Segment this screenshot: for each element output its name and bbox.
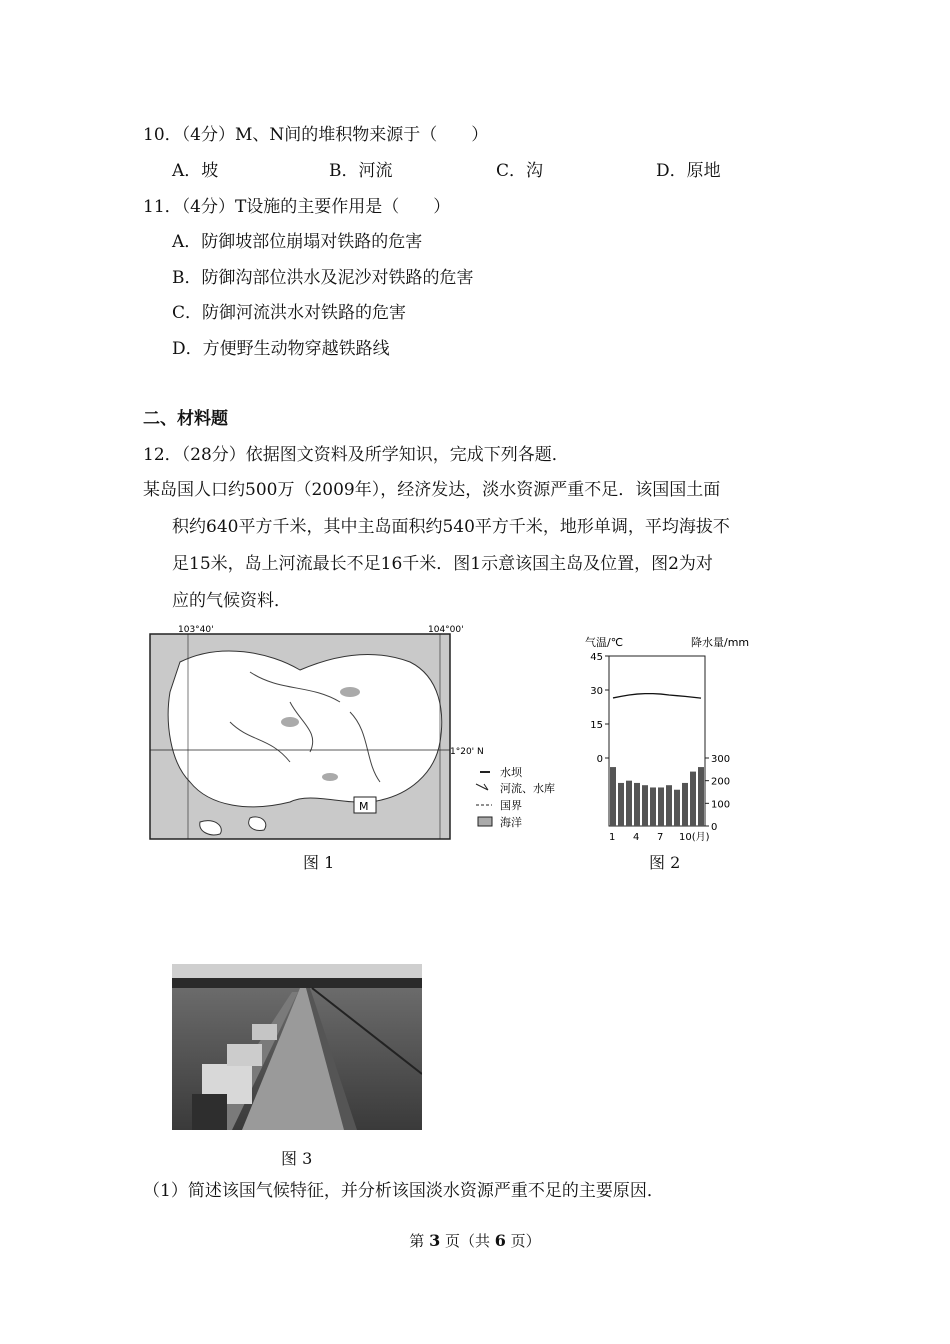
chart-right-label: 降水量/mm (691, 636, 750, 649)
page-footer: 第 3 页（共 6 页） (409, 1231, 541, 1250)
map-lat: 1°20' N (450, 747, 484, 757)
map-marker-m: M (359, 800, 369, 813)
page-total: 6 (494, 1231, 506, 1250)
x-tick-7: 7 (657, 832, 664, 843)
figure-1-map (140, 622, 580, 847)
q11-option-c: C．防御河流洪水对铁路的危害 (172, 303, 407, 323)
temp-tick-label: 15 (590, 720, 603, 731)
q10-option-b: B．河流 (329, 161, 393, 181)
q12-material-line-3: 足15米，岛上河流最长不足16千米．图1示意该国主岛及位置，图2为对 (172, 554, 713, 574)
chart-left-label: 气温/℃ (585, 636, 624, 649)
q11-option-b: B．防御沟部位洪水及泥沙对铁路的危害 (172, 268, 474, 288)
q10-option-c: C．沟 (496, 161, 544, 181)
precip-bar (626, 781, 632, 826)
precip-bar (698, 767, 704, 826)
legend-river: 河流、水库 (500, 782, 555, 795)
precip-tick-label: 200 (711, 776, 731, 788)
temp-tick-label: 30 (590, 686, 603, 697)
temp-tick-label: 45 (590, 652, 603, 663)
precip-bar (618, 783, 624, 826)
figure-3-photo (172, 964, 422, 1130)
precip-tick-label: 300 (711, 754, 731, 765)
precip-bar (658, 787, 664, 826)
q10-option-a: A．坡 (172, 161, 219, 181)
q10-stem: 10．（4分）M、N间的堆积物来源于（ ） (143, 125, 489, 145)
precip-bar (634, 783, 640, 826)
legend-dam: 水坝 (500, 766, 522, 779)
x-tick-1: 1 (609, 832, 616, 843)
legend-border: 国界 (500, 799, 522, 812)
legend-ocean: 海洋 (500, 816, 522, 829)
q12-material-line-2: 积约640平方千米，其中主岛面积约540平方千米，地形单调，平均海拔不 (172, 517, 730, 537)
map-lon-left: 103°40' (178, 625, 214, 635)
page-number: 3 (429, 1231, 441, 1250)
figure-3-caption: 图 3 (281, 1149, 313, 1168)
precip-tick-label: 100 (711, 799, 731, 811)
precip-bar (650, 787, 656, 826)
q11-stem: 11．（4分）T设施的主要作用是（ ） (143, 197, 451, 217)
temperature-line (613, 694, 701, 699)
map-lon-right: 104°00' (428, 625, 464, 635)
precip-bar (642, 785, 648, 826)
precip-bar (674, 790, 680, 826)
precip-bar (682, 783, 688, 826)
section-title: 二、材料题 (143, 409, 228, 429)
precip-bar (690, 772, 696, 826)
temp-tick-label: 0 (596, 754, 603, 765)
figure-2-chart (583, 632, 763, 844)
x-tick-10: 10(月) (679, 832, 710, 843)
x-tick-4: 4 (633, 832, 640, 843)
q11-option-d: D．方便野生动物穿越铁路线 (172, 339, 390, 359)
q12-material-line-4: 应的气候资料． (172, 591, 291, 611)
precip-bar (610, 767, 616, 826)
q11-option-a: A．防御坡部位崩塌对铁路的危害 (172, 232, 423, 252)
precip-bar (666, 785, 672, 826)
q12-material-line-1: 某岛国人口约500万（2009年），经济发达，淡水资源严重不足．该国国土面 (143, 480, 721, 500)
q12-sub1: （1）简述该国气候特征，并分析该国淡水资源严重不足的主要原因． (143, 1181, 664, 1201)
figure-1-caption: 图 1 (303, 853, 335, 872)
figure-2-caption: 图 2 (649, 853, 681, 872)
precip-tick-label: 0 (711, 822, 718, 833)
q10-option-d: D．原地 (656, 161, 721, 181)
q12-stem: 12．（28分）依据图文资料及所学知识，完成下列各题． (143, 445, 569, 465)
